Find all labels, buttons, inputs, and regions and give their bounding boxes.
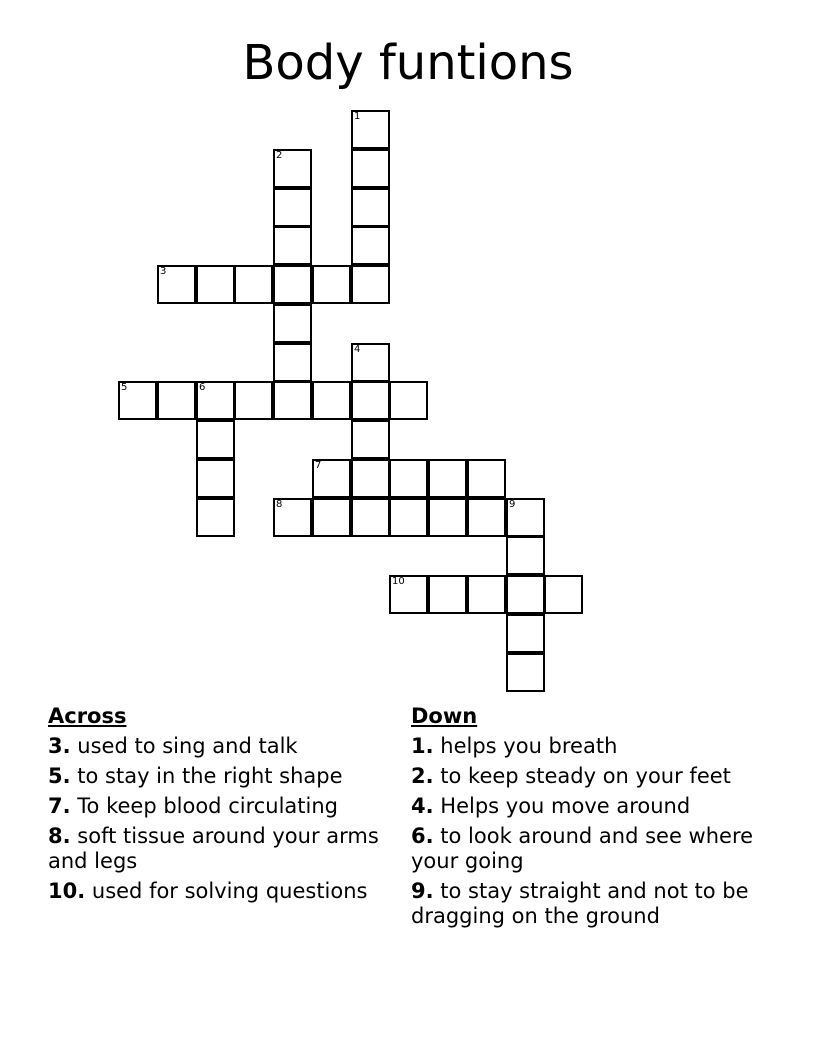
grid-cell-1[interactable] bbox=[351, 110, 390, 149]
clue-down-6: 6. to look around and see where your going bbox=[411, 824, 754, 873]
grid-cell[interactable] bbox=[234, 381, 273, 420]
grid-cell[interactable] bbox=[506, 575, 545, 614]
clue-down-2: 2. to keep steady on your feet bbox=[411, 764, 731, 788]
clue-across-3: 3. used to sing and talk bbox=[48, 734, 298, 758]
grid-cell[interactable] bbox=[196, 498, 235, 537]
clue-across-10: 10. used for solving questions bbox=[48, 879, 368, 903]
grid-cell[interactable] bbox=[351, 149, 390, 188]
clue-number: 8 bbox=[276, 499, 283, 510]
grid-cell[interactable] bbox=[196, 420, 235, 459]
grid-cell[interactable] bbox=[273, 304, 312, 343]
clue-number: 3 bbox=[160, 266, 167, 277]
grid-cell[interactable] bbox=[234, 265, 273, 304]
grid-cell[interactable] bbox=[351, 265, 390, 304]
grid-cell[interactable] bbox=[351, 226, 390, 265]
grid-cell-4[interactable] bbox=[351, 343, 390, 382]
grid-cell[interactable] bbox=[428, 498, 467, 537]
grid-cell-2[interactable] bbox=[273, 149, 312, 188]
grid-cell[interactable] bbox=[389, 498, 428, 537]
across-heading: Across bbox=[48, 704, 127, 728]
grid-cell[interactable] bbox=[467, 459, 506, 498]
grid-cell-10[interactable] bbox=[389, 575, 428, 614]
grid-cell[interactable] bbox=[351, 459, 390, 498]
grid-cell[interactable] bbox=[351, 420, 390, 459]
clue-number: 10 bbox=[392, 576, 405, 587]
clue-across-5: 5. to stay in the right shape bbox=[48, 764, 343, 788]
down-clues bbox=[411, 704, 761, 934]
grid-cell[interactable] bbox=[506, 536, 545, 575]
across-clues bbox=[48, 704, 398, 909]
clue-down-1: 1. helps you breath bbox=[411, 734, 618, 758]
clue-down-9: 9. to stay straight and not to be dragging on the ground bbox=[411, 879, 749, 928]
grid-cell-9[interactable] bbox=[506, 498, 545, 537]
clue-number: 6 bbox=[199, 382, 206, 393]
grid-cell[interactable] bbox=[389, 459, 428, 498]
grid-cell-3[interactable] bbox=[157, 265, 196, 304]
clue-number: 5 bbox=[121, 382, 128, 393]
grid-cell[interactable] bbox=[273, 265, 312, 304]
grid-cell-7[interactable] bbox=[312, 459, 351, 498]
grid-cell[interactable] bbox=[312, 498, 351, 537]
clue-number: 7 bbox=[315, 460, 322, 471]
grid-cell[interactable] bbox=[389, 381, 428, 420]
clue-number: 1 bbox=[354, 111, 361, 122]
clue-number: 2 bbox=[276, 150, 283, 161]
grid-cell[interactable] bbox=[312, 381, 351, 420]
clue-number: 4 bbox=[354, 344, 361, 355]
clue-number: 9 bbox=[509, 499, 516, 510]
grid-cell-5[interactable] bbox=[118, 381, 157, 420]
grid-cell[interactable] bbox=[273, 343, 312, 382]
clue-down-4: 4. Helps you move around bbox=[411, 794, 691, 818]
grid-cell[interactable] bbox=[467, 575, 506, 614]
grid-cell[interactable] bbox=[196, 265, 235, 304]
grid-cell[interactable] bbox=[273, 381, 312, 420]
grid-cell-8[interactable] bbox=[273, 498, 312, 537]
down-heading: Down bbox=[411, 704, 478, 728]
grid-cell[interactable] bbox=[467, 498, 506, 537]
grid-cell[interactable] bbox=[506, 614, 545, 653]
clue-across-7: 7. To keep blood circulating bbox=[48, 794, 339, 818]
grid-cell[interactable] bbox=[273, 188, 312, 227]
grid-cell[interactable] bbox=[544, 575, 583, 614]
grid-cell[interactable] bbox=[351, 381, 390, 420]
grid-cell[interactable] bbox=[428, 459, 467, 498]
grid-cell[interactable] bbox=[351, 188, 390, 227]
grid-cell[interactable] bbox=[312, 265, 351, 304]
grid-cell[interactable] bbox=[196, 459, 235, 498]
clue-across-8: 8. soft tissue around your arms and legs bbox=[48, 824, 379, 873]
grid-cell[interactable] bbox=[506, 653, 545, 692]
grid-cell-6[interactable] bbox=[196, 381, 235, 420]
grid-cell[interactable] bbox=[351, 498, 390, 537]
grid-cell[interactable] bbox=[273, 226, 312, 265]
grid-cell[interactable] bbox=[157, 381, 196, 420]
grid-cell[interactable] bbox=[428, 575, 467, 614]
puzzle-title: Body funtions bbox=[242, 35, 574, 91]
